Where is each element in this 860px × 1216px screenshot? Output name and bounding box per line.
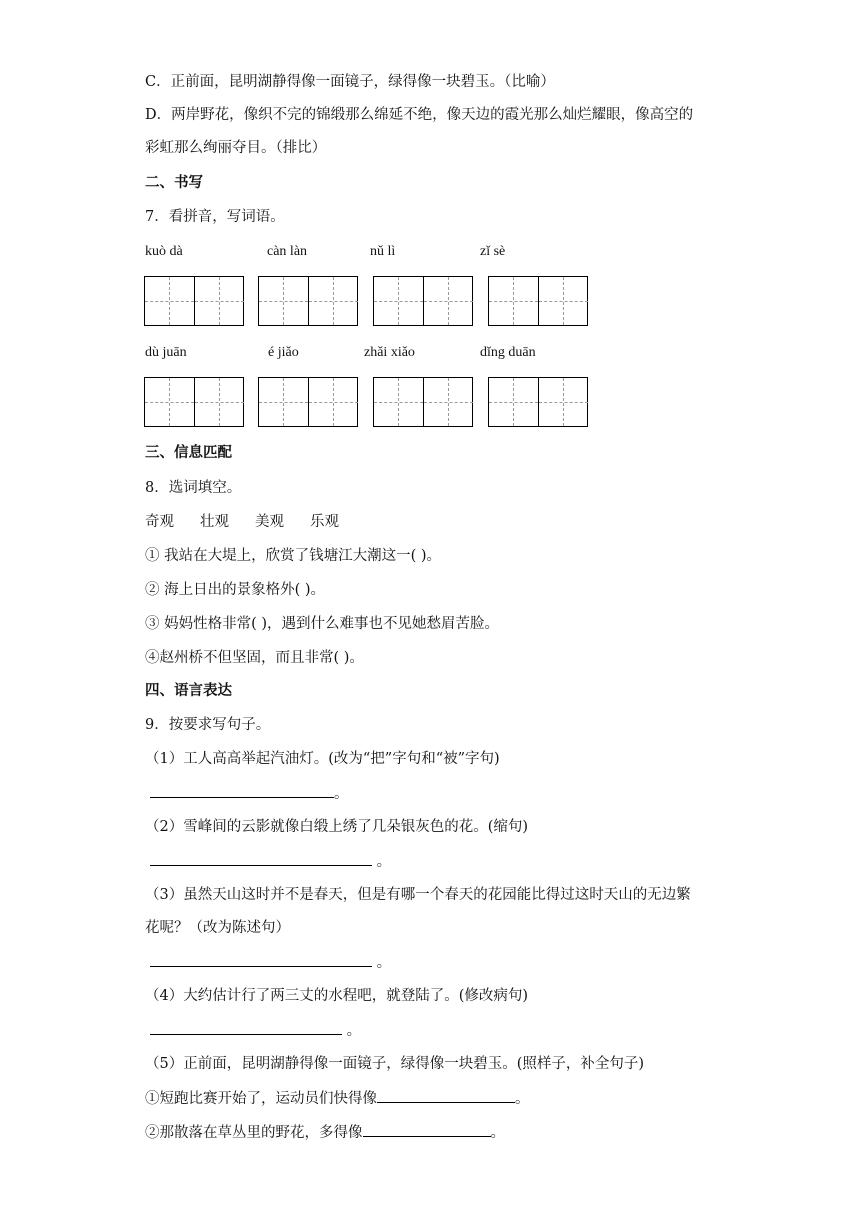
answer-line-4[interactable] [150, 1020, 361, 1041]
word-option: 乐观 [310, 514, 339, 530]
option-c: C．正前面，昆明湖静得像一面镜子，绿得像一块碧玉。（比喻） [145, 74, 555, 90]
period: 。 [490, 1125, 505, 1141]
period: 。 [376, 955, 392, 971]
answer-blank[interactable] [150, 783, 334, 798]
writing-grid[interactable] [488, 377, 588, 427]
writing-grid[interactable] [258, 276, 358, 326]
pinyin-e-jiao: é jiǎo [268, 345, 299, 360]
section-heading-writing: 二、书写 [145, 174, 203, 191]
question-9: 9．按要求写句子。 [145, 717, 271, 733]
answer-line-3[interactable] [150, 952, 391, 973]
period: 。 [376, 854, 392, 870]
writing-grid[interactable] [373, 276, 473, 326]
sentence-1: （1）工人高高举起汽油灯。(改为“把”字句和“被”字句) [145, 751, 500, 767]
sentence-5-item-1 [145, 1088, 530, 1109]
fill-item-3: ③ 妈妈性格非常( )，遇到什么难事也不见她愁眉苦脸。 [145, 616, 500, 632]
period: 。 [334, 786, 349, 802]
item-text: ①短跑比赛开始了，运动员们快得像 [145, 1091, 377, 1107]
sentence-3-line2: 花呢？（改为陈述句） [145, 920, 290, 936]
question-7: 7．看拼音，写词语。 [145, 209, 285, 225]
writing-grid[interactable] [488, 276, 588, 326]
fill-item-4: ④赵州桥不但坚固，而且非常( )。 [145, 650, 364, 666]
word-bank [145, 512, 365, 532]
answer-blank[interactable] [150, 952, 372, 967]
question-8: 8．选词填空。 [145, 480, 242, 496]
sentence-5-item-2 [145, 1122, 505, 1143]
item-text: ②那散落在草丛里的野花，多得像 [145, 1125, 363, 1141]
pinyin-zhai-xiao: zhǎi xiǎo [364, 345, 415, 360]
pinyin-zi-se: zǐ sè [480, 244, 506, 259]
answer-line-2[interactable] [150, 851, 391, 872]
word-option: 奇观 [145, 514, 174, 530]
word-option: 美观 [255, 514, 284, 530]
pinyin-kuo-da: kuò dà [145, 244, 183, 259]
sentence-2: （2）雪峰间的云影就像白缎上绣了几朵银灰色的花。(缩句) [145, 819, 529, 835]
option-d-line2: 彩虹那么绚丽夺目。（排比） [145, 140, 327, 156]
writing-grid[interactable] [144, 276, 244, 326]
answer-blank[interactable] [363, 1122, 491, 1137]
sentence-3-line1: （3）虽然天山这时并不是春天，但是有哪一个春天的花园能比得过这时天山的无边繁 [145, 887, 691, 903]
pinyin-ding-duan: dǐng duān [480, 345, 536, 360]
pinyin-nu-li: nǔ lì [370, 244, 396, 259]
sentence-5: （5）正前面，昆明湖静得像一面镜子，绿得像一块碧玉。(照样子，补全句子) [145, 1056, 645, 1072]
period: 。 [346, 1023, 362, 1039]
writing-grid[interactable] [144, 377, 244, 427]
writing-grid[interactable] [373, 377, 473, 427]
period: 。 [515, 1091, 530, 1107]
word-option: 壮观 [200, 514, 229, 530]
section-heading-expression: 四、语言表达 [145, 682, 232, 699]
pinyin-du-juan: dù juān [145, 345, 187, 360]
sentence-4: （4）大约估计行了两三丈的水程吧，就登陆了。(修改病句) [145, 988, 529, 1004]
answer-blank[interactable] [150, 851, 372, 866]
option-d-line1: D．两岸野花，像织不完的锦缎那么绵延不绝，像天边的霞光那么灿烂耀眼，像高空的 [145, 107, 694, 123]
fill-item-2: ② 海上日出的景象格外( )。 [145, 582, 326, 598]
fill-item-1: ① 我站在大堤上，欣赏了钱塘江大潮这一( )。 [145, 548, 442, 564]
answer-line-1[interactable] [150, 783, 349, 804]
pinyin-can-lan: càn làn [267, 244, 308, 259]
answer-blank[interactable] [377, 1088, 515, 1103]
section-heading-matching: 三、信息匹配 [145, 444, 232, 461]
answer-blank[interactable] [150, 1020, 342, 1035]
writing-grid[interactable] [258, 377, 358, 427]
